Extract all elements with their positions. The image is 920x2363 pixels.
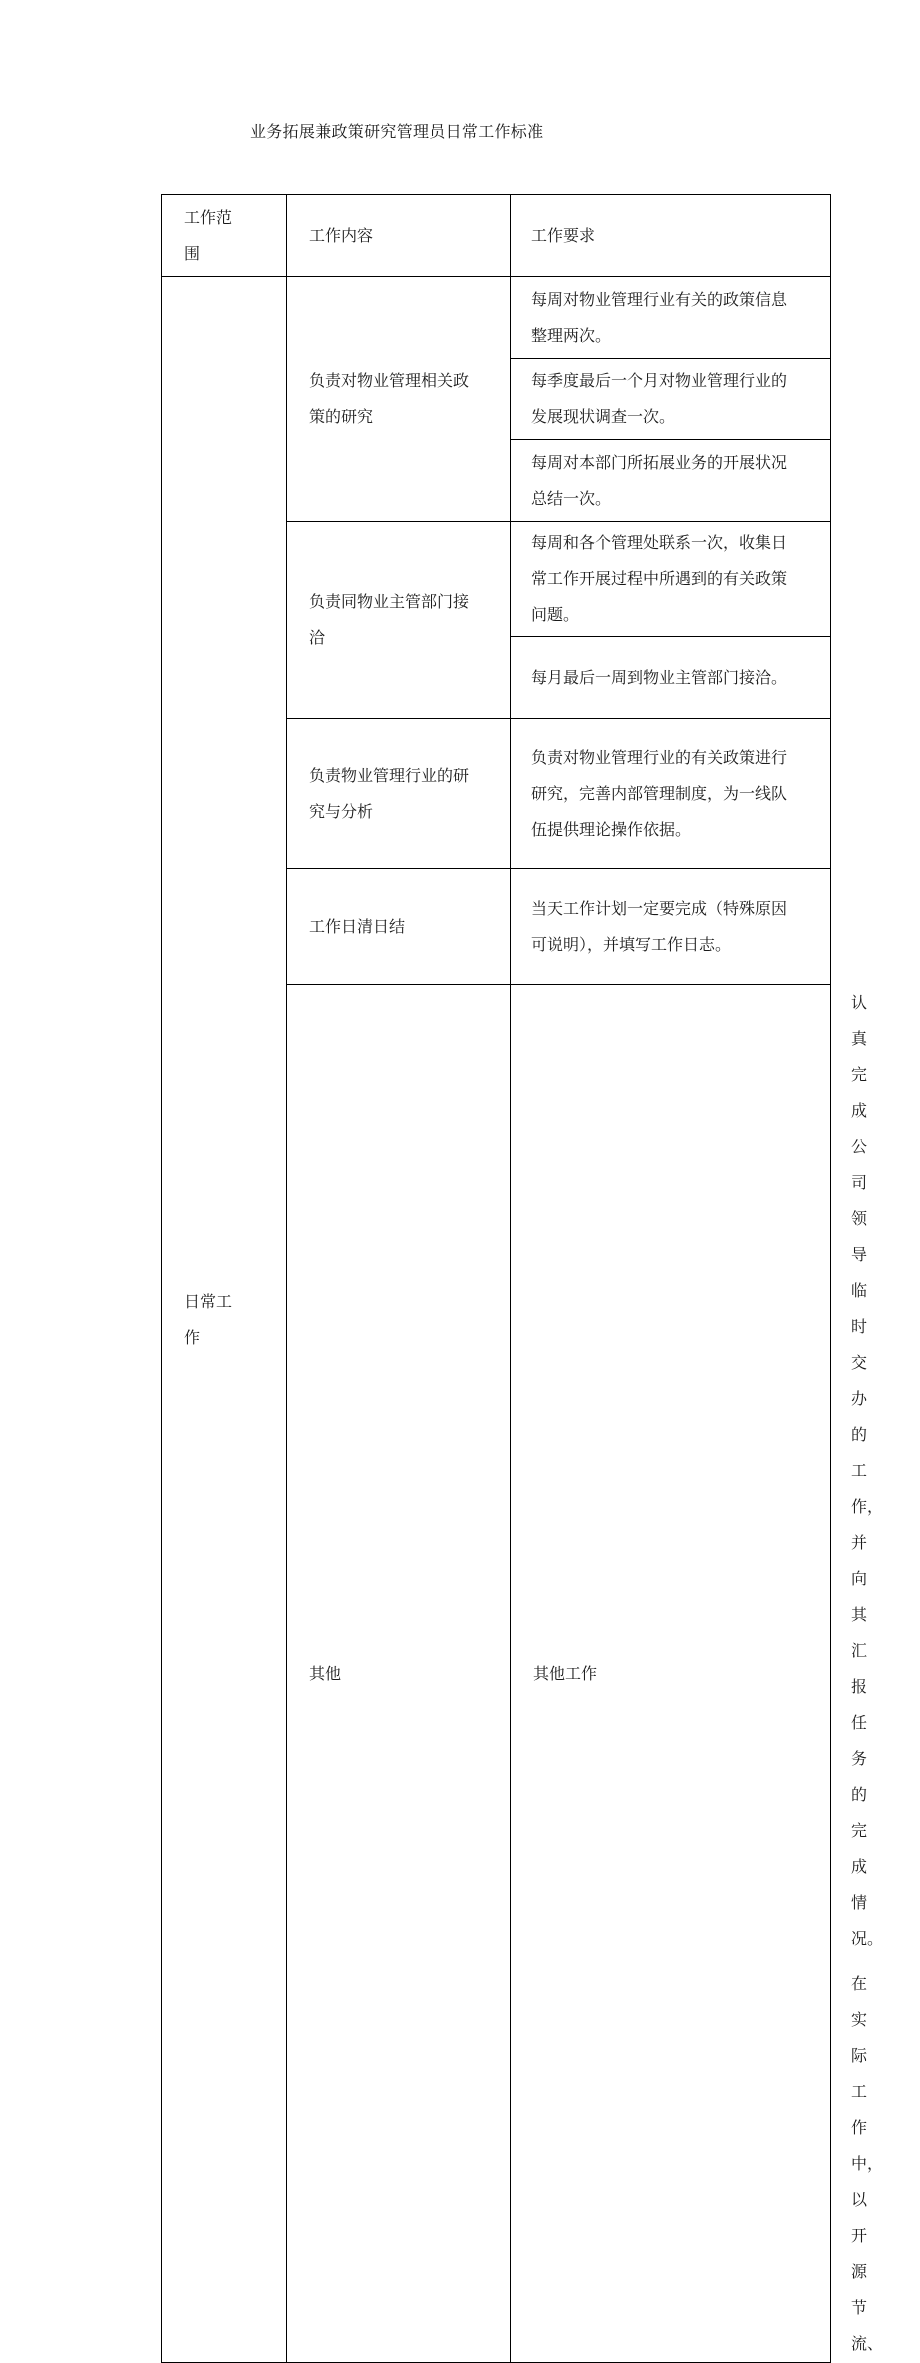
header-scope: 工作范 围 <box>162 195 287 277</box>
content-cell: 工作日清日结 <box>287 869 511 985</box>
content-cell: 负责同物业主管部门接 洽 <box>287 522 511 719</box>
requirement-cell: 每周对本部门所拓展业务的开展状况 总结一次。 <box>511 440 831 522</box>
requirement-cell: 当天工作计划一定要完成（特殊原因 可说明），并填写工作日志。 <box>511 869 831 985</box>
requirement-cell: 每季度最后一个月对物业管理行业的 发展现状调查一次。 <box>511 359 831 440</box>
requirement-cell: 负责对物业管理行业的有关政策进行 研究，完善内部管理制度，为一线队 伍提供理论操作依据。 <box>511 719 831 869</box>
content-cell: 负责对物业管理相关政 策的研究 <box>287 277 511 522</box>
requirement-cell: 每周对物业管理行业有关的政策信息 整理两次。 <box>511 277 831 359</box>
content-cell: 负责物业管理行业的研 究与分析 <box>287 719 511 869</box>
scope-cell-other: 其他 <box>287 985 511 2363</box>
scope-cell-daily: 日常工 作 <box>162 277 287 2363</box>
table-row <box>162 277 831 359</box>
header-content: 工作内容 <box>287 195 511 277</box>
table-row: 在实际工作中，以开源节流、 <box>851 1974 884 2353</box>
table-header-row <box>162 195 831 277</box>
header-requirement: 工作要求 <box>511 195 831 277</box>
table-row: 其他 其他工作 认真完成公司领导临时交办的工作， 并向其汇报任务的完成情况。 <box>162 985 831 1958</box>
page-title: 业务拓展兼政策研究管理员日常工作标准 <box>250 122 544 141</box>
requirement-cell: 每周和各个管理处联系一次，收集日 常工作开展过程中所遇到的有关政策 问题。 <box>511 522 831 637</box>
content-cell: 其他工作 <box>511 985 831 2363</box>
requirement-cell: 每月最后一周到物业主管部门接洽。 <box>511 637 831 719</box>
work-standard-table <box>161 194 884 2363</box>
